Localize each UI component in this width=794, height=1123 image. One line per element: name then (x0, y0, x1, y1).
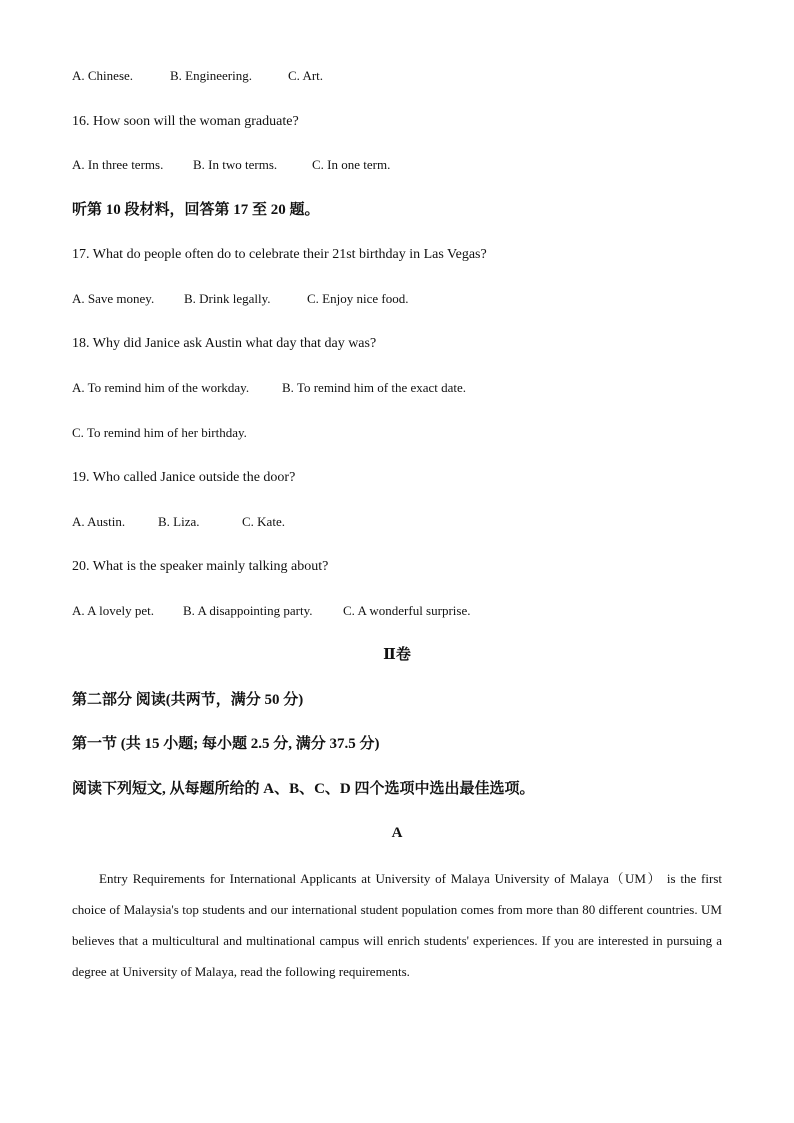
section10-header: 听第 10 段材料，回答第 17 至 20 题。 (72, 202, 320, 218)
q19-options (72, 514, 285, 530)
q15-option-b: B. Engineering. (170, 68, 252, 83)
passage-label: A (391, 825, 403, 841)
section1-title: 第一节 (共 15 小题; 每小题 2.5 分, 满分 37.5 分) (72, 736, 380, 752)
q16-option-c: C. In one term. (312, 157, 391, 172)
passage-text: Entry Requirements for International Applicants at University of Malaya University of Malaya（UM） is the first choice of Malaysia's top students and our international student population comes from more than 80 different countries. UM believes that a multicultural and multinational campus will enrich students' experiences. If you are interested in pursuing a degree at University of Malaya, read the following requirements. (72, 871, 722, 979)
q18-question: 18. Why did Janice ask Austin what day that day was? (72, 336, 377, 351)
q15-option-c: C. Art. (288, 68, 324, 83)
q16-option-b: B. In two terms. (193, 157, 278, 172)
q16-option-a: A. In three terms. (72, 157, 164, 172)
q16-options (72, 157, 390, 173)
q15-options (72, 68, 323, 84)
q20-question: 20. What is the speaker mainly talking about? (72, 559, 329, 574)
q17-option-b: B. Drink legally. (184, 291, 271, 306)
q18-option-b: B. To remind him of the exact date. (282, 380, 467, 395)
q20-option-c: C. A wonderful surprise. (343, 603, 471, 618)
q19-option-b: B. Liza. (158, 514, 200, 529)
q18-option-c: C. To remind him of her birthday. (72, 425, 247, 440)
q19-option-a: A. Austin. (72, 514, 126, 529)
q17-option-c: C. Enjoy nice food. (307, 291, 409, 306)
q17-options (72, 291, 408, 307)
volume-title: Ⅱ卷 (383, 647, 411, 663)
q20-options (72, 603, 470, 619)
part2-title: 第二部分 阅读(共两节，满分 50 分) (72, 692, 304, 708)
q16-question: 16. How soon will the woman graduate? (72, 114, 299, 129)
q18-option-a: A. To remind him of the workday. (72, 380, 250, 395)
q17-option-a: A. Save money. (72, 291, 155, 306)
q19-question: 19. Who called Janice outside the door? (72, 470, 296, 485)
q17-question: 17. What do people often do to celebrate their 21st birthday in Las Vegas? (72, 247, 487, 262)
q20-option-a: A. A lovely pet. (72, 603, 154, 618)
q15-option-a: A. Chinese. (72, 68, 134, 83)
q18-options-ab (72, 380, 466, 396)
q20-option-b: B. A disappointing party. (183, 603, 313, 618)
reading-instruction: 阅读下列短文, 从每题所给的 A、B、C、D 四个选项中选出最佳选项。 (72, 781, 535, 797)
q19-option-c: C. Kate. (242, 514, 285, 529)
